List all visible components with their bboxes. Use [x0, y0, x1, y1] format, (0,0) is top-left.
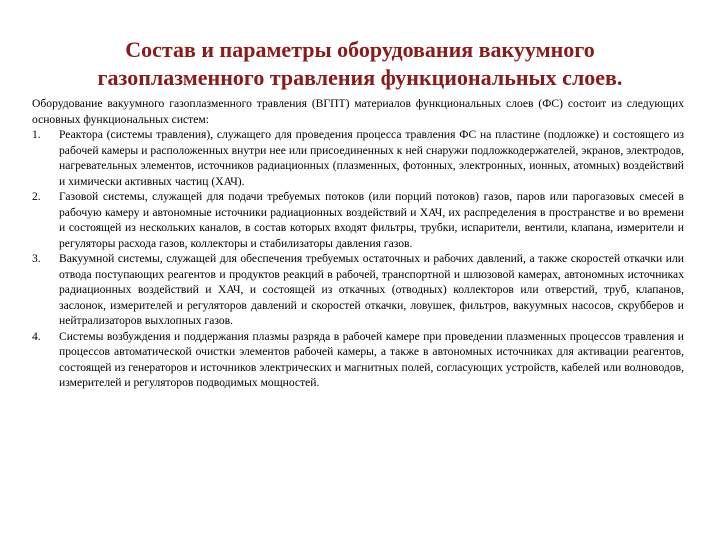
slide-body	[32, 96, 684, 391]
intro-paragraph: Оборудование вакуумного газоплазменного травления (ВГПТ) материалов функциональных слоев (ФС) состоит из следующих основных функциональных систем:	[32, 97, 684, 126]
list-item	[32, 127, 684, 189]
list-item-text: Реактора (системы травления), служащего для проведения процесса травления ФС на пластине (подложке) и состоящего из рабочей камеры и расположенных внутри нее или присоединенных к ней снаружи подложкодержателей, экранов, электродов, нагревательных элементов, источников радиационных (плазменных, фотонных, электронных, ионных, атомных) воздействий и химически активных частиц (ХАЧ).	[59, 128, 684, 188]
list-item-text: Газовой системы, служащей для подачи требуемых потоков (или порций потоков) газов, паров или парогазовых смесей в рабочую камеру и автономные источники радиационных воздействий и ХАЧ, их распределения в пространстве и во времени и состоящей из нескольких каналов, в состав которых входят фильтры, трубки, испарители, вентили, клапана, измерители и регуляторы расхода газов, коллекторы и стабилизаторы давления газов.	[59, 190, 684, 250]
systems-list	[32, 127, 684, 391]
slide-title	[40, 36, 680, 92]
list-item-number: 2.	[32, 190, 41, 203]
slide-title-line-2: газоплазменного травления функциональных слоев.	[97, 65, 623, 90]
list-item	[32, 329, 684, 391]
list-item-text: Вакуумной системы, служащей для обеспечения требуемых остаточных и рабочих давлений, а также скоростей откачки или отвода поступающих реагентов и продуктов реакций в рабочей, транспортной и шлюзовой камерах, автономных источниках радиационных воздействий и ХАЧ, и состоящей из откачных (отводных) коллекторов или отверстий, труб, клапанов, заслонок, измерителей и регуляторов давлений и скоростей откачки, ловушек, фильтров, вакуумных насосов, скрубберов и нейтрализаторов выхлопных газов.	[59, 252, 684, 327]
list-item-text: Системы возбуждения и поддержания плазмы разряда в рабочей камере при проведении плазменных процессов травления и процессов автоматической очистки элементов рабочей камеры, а также в автономных источниках для активации реагентов, состоящей из генераторов и источников электрических и магнитных полей, согласующих устройств, кабелей или волноводов, измерителей и регуляторов подводимых мощностей.	[59, 329, 684, 389]
slide-title-line-1: Состав и параметры оборудования вакуумного	[125, 37, 595, 62]
list-item-number: 4.	[32, 329, 41, 343]
list-item-number: 3.	[32, 252, 41, 265]
list-item-number: 1.	[32, 128, 41, 141]
list-item	[32, 251, 684, 329]
list-item	[32, 189, 684, 251]
